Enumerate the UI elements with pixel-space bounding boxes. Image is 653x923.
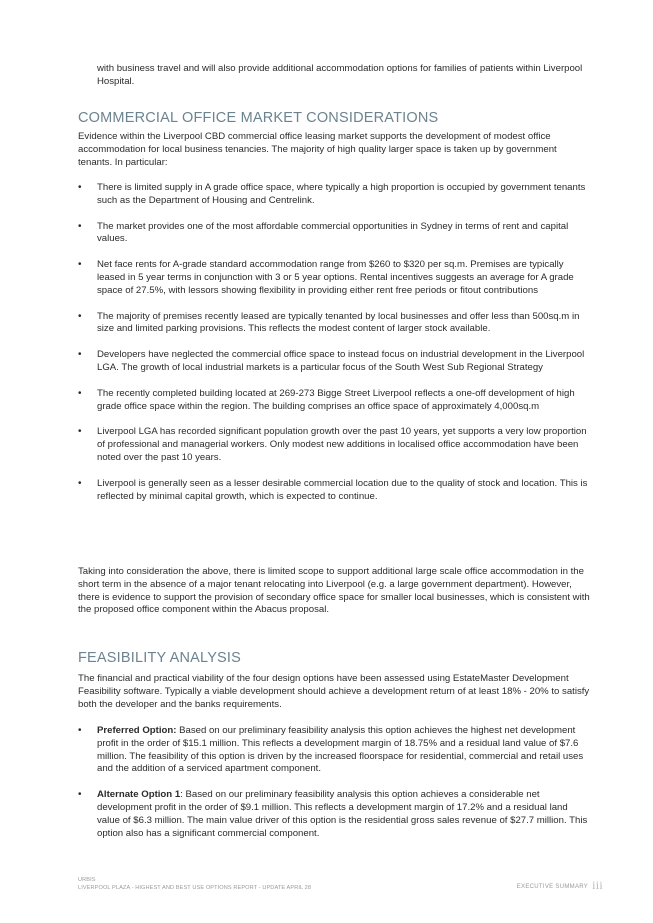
list-item — [78, 789, 590, 840]
list-item: • Liverpool LGA has recorded significant population growth over the past 10 years, yet supports a very low proportion of professional and managerial workers. Only modest new additions in localised office accommodation have been noted over the past 10 years. — [78, 426, 590, 464]
option-title: Alternate Option 1 — [97, 789, 181, 801]
feasibility-options-list — [78, 725, 590, 853]
intro-paragraph: with business travel and will also provide additional accommodation options for families of patients within Liverpool Hospital. — [97, 63, 583, 87]
footer-section: EXECUTIVE SUMMARY — [516, 884, 589, 890]
commercial-heading: COMMERCIAL OFFICE MARKET CONSIDERATIONS — [78, 110, 439, 126]
list-item: • There is limited supply in A grade office space, where typically a high proportion is occupied by government tenants such as the Department of Housing and Centrelink. — [78, 182, 590, 208]
footer-right — [517, 880, 603, 890]
list-item: • The majority of premises recently leased are typically tenanted by local businesses and offer less than 500sq.m in size and limited parking provisions. This reflects the modest content of larger stock available. — [78, 311, 590, 337]
list-item: • Liverpool is generally seen as a lesser desirable commercial location due to the quality of stock and location. This is reflected by minimal capital growth, which is expected to continue. — [78, 478, 590, 504]
footer-report-title: LIVERPOOL PLAZA - HIGHEST AND BEST USE OPTIONS REPORT - UPDATE APRIL 28 — [78, 885, 312, 891]
footer-brand: URBIS — [78, 877, 96, 883]
footer-left — [78, 876, 311, 892]
page-number: iii — [592, 878, 603, 892]
commercial-intro-paragraph: Evidence within the Liverpool CBD commercial office leasing market supports the development of modest office accommodation for local business tenancies. The majority of high quality larger space is taken up by government tenants. In particular: — [78, 131, 557, 168]
option-text: : Based on our preliminary feasibility analysis this option achieves a considerable net development profit in the order of $9.1 million. This reflects a development margin of 17.2% and a residual land value of $6.3 million. The main value driver of this option is the residential gross sales revenue of $27.7 million. This option also has a significant commercial component. — [97, 789, 588, 839]
feasibility-heading: FEASIBILITY ANALYSIS — [78, 650, 242, 666]
commercial-bullet-list — [78, 182, 590, 516]
list-item: • Net face rents for A-grade standard accommodation range from $260 to $320 per sq.m. Premises are typically leased in 5 year terms in conjunction with 3 or 5 year options. Rental incentives suggests an average for A grade space of 27.5%, with lessors showing flexibility in providing either rent free periods or fitout contributions — [78, 259, 590, 297]
list-item: • The recently completed building located at 269-273 Bigge Street Liverpool reflects a one-off development of high grade office space within the region. The building comprises an office space of approximately 4,000sq.m — [78, 388, 590, 414]
option-title: Preferred Option: — [97, 725, 177, 736]
commercial-conclusion-paragraph: Taking into consideration the above, there is limited scope to support additional large scale office accommodation in the short term in the absence of a major tenant relocating into Liverpool (e.g. a large government department). However, there is evidence to support the provision of secondary office space for smaller local businesses, which is consistent with the proposed office component within the Abacus proposal. — [78, 566, 590, 616]
list-item: • Developers have neglected the commercial office space to instead focus on industrial development in the Liverpool LGA. The growth of local industrial markets is a particular focus of the South West Sub Regional Strategy — [78, 349, 590, 375]
list-item: • The market provides one of the most affordable commercial opportunities in Sydney in terms of rent and capital values. — [78, 221, 590, 247]
option-text: Based on our preliminary feasibility analysis this option achieves the highest net development profit in the order of $15.1 million. This reflects a development margin of 18.75% and a residual land value of $7.6 million. The feasibility of this option is driven by the increased floorspace for residential, commercial and retail uses and the addition of a serviced apartment component. — [97, 725, 584, 775]
list-item — [78, 725, 590, 776]
feasibility-intro-paragraph: The financial and practical viability of the four design options have been assessed using EstateMaster Development Feasibility software. Typically a viable development should achieve a development return of at least 18% - 20% to satisfy both the developer and the banks requirements. — [78, 673, 590, 710]
